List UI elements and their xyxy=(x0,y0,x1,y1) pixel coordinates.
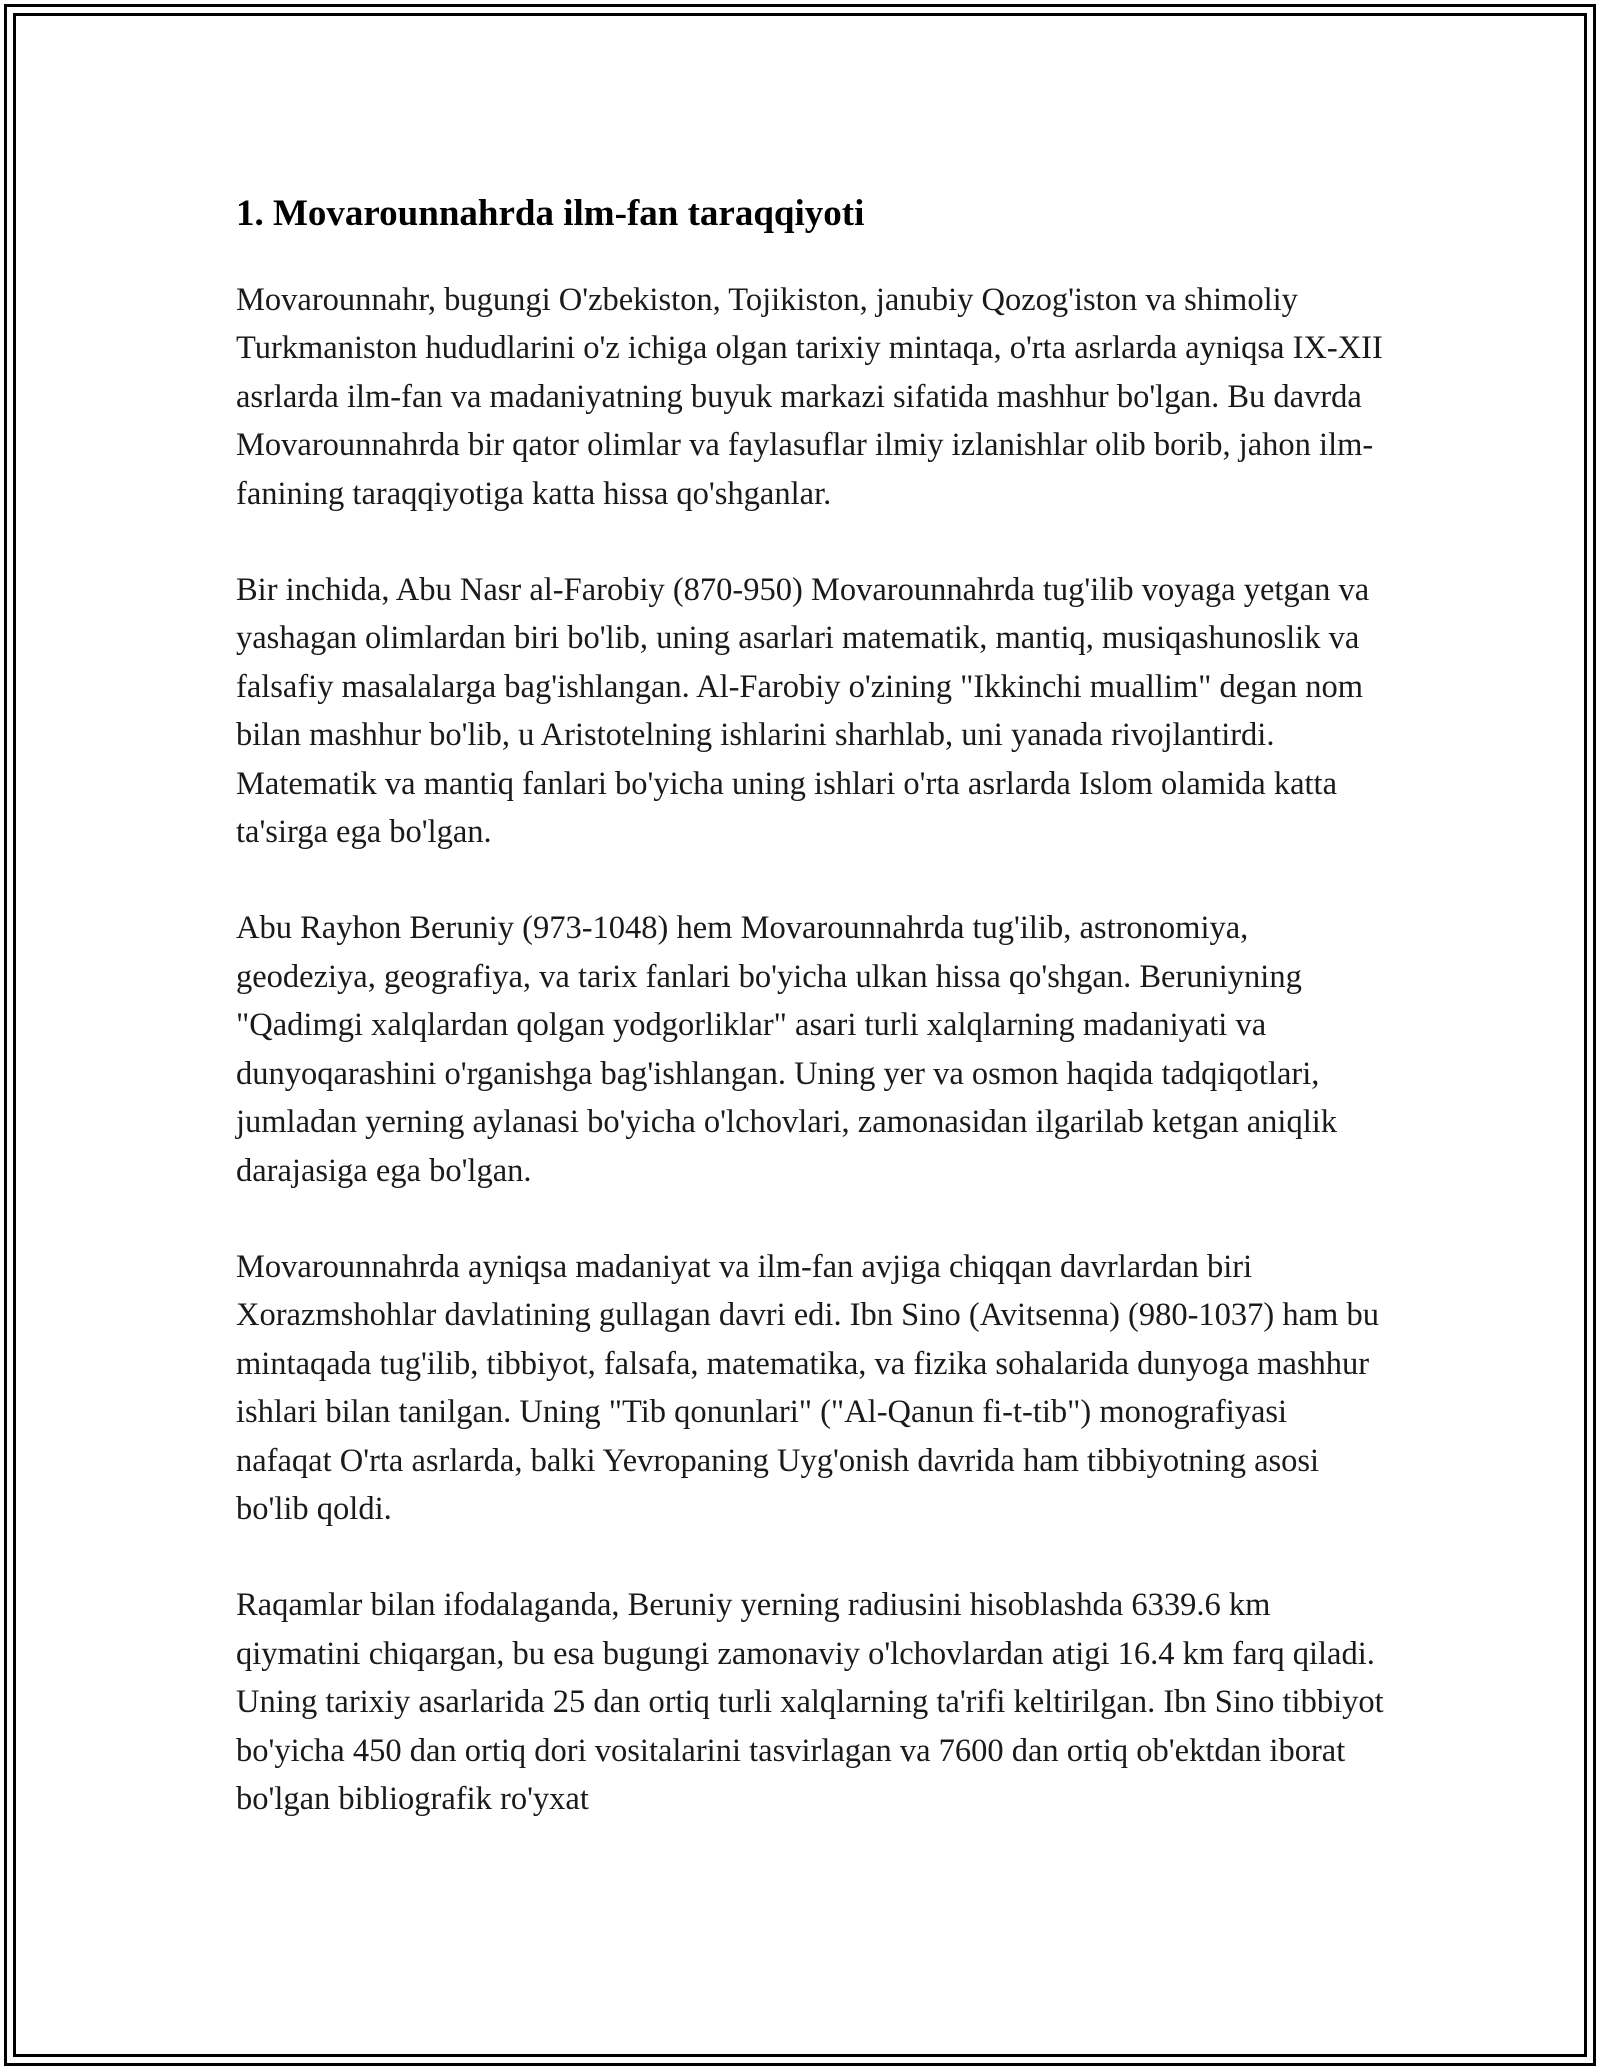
paragraph-farobiy: Bir inchida, Abu Nasr al-Farobiy (870-950) Movarounnahrda tug'ilib voyaga yetgan va yashagan olimlardan biri bo'lib, uning asarlari matematik, mantiq, musiqashunoslik va falsafiy masalalarga bag'ishlangan. Al-Farobiy o'zining "Ikkinchi muallim" degan nom bilan mashhur bo'lib, u Aristotelning ishlarini sharhlab, uni yanada rivojlantirdi. Matematik va mantiq fanlari bo'yicha uning ishlari o'rta asrlarda Islom olamida katta ta'sirga ega bo'lgan. xyxy=(236,572,1370,851)
paragraph-intro: Movarounnahr, bugungi O'zbekiston, Tojikiston, janubiy Qozog'iston va shimoliy Turkmaniston hududlarini o'z ichiga olgan tarixiy mintaqa, o'rta asrlarda ayniqsa IX-XII asrlarda ilm-fan va madaniyatning buyuk markazi sifatida mashhur bo'lgan. Bu davrda Movarounnahrda bir qator olimlar va faylasuflar ilmiy izlanishlar olib borib, jahon ilm-fanining taraqqiyotiga katta hissa qo'shganlar. xyxy=(236,282,1383,512)
paragraph-beruniy: Abu Rayhon Beruniy (973-1048) hem Movarounnahrda tug'ilib, astronomiya, geodeziya, geografiya, va tarix fanlari bo'yicha ulkan hissa qo'shgan. Beruniyning "Qadimgi xalqlardan qolgan yodgorliklar" asari turli xalqlarning madaniyati va dunyoqarashini o'rganishga bag'ishlangan. Uning yer va osmon haqida tadqiqotlari, jumladan yerning aylanasi bo'yicha o'lchovlari, zamonasidan ilgarilab ketgan aniqlik darajasiga ega bo'lgan. xyxy=(236,910,1338,1189)
paragraph-numbers: Raqamlar bilan ifodalaganda, Beruniy yerning radiusini hisoblashda 6339.6 km qiymatini chiqargan, bu esa bugungi zamonaviy o'lchovlardan atigi 16.4 km farq qiladi. Uning tarixiy asarlarida 25 dan ortiq turli xalqlarning ta'rifi keltirilgan. Ibn Sino tibbiyot bo'yicha 450 dan ortiq dori vositalarini tasvirlagan va 7600 dan ortiq ob'ektdan iborat bo'lgan bibliografik ro'yxat xyxy=(236,1587,1384,1817)
section-heading: 1. Movarounnahrda ilm-fan taraqqiyoti xyxy=(236,193,865,234)
paragraph-ibn-sino: Movarounnahrda ayniqsa madaniyat va ilm-fan avjiga chiqqan davrlardan biri Xorazmshohlar davlatining gullagan davri edi. Ibn Sino (Avitsenna) (980-1037) ham bu mintaqada tug'ilib, tibbiyot, falsafa, matematika, va fizika sohalarida dunyoga mashhur ishlari bilan tanilgan. Uning "Tib qonunlari" ("Al-Qanun fi-t-tib") monografiyasi nafaqat O'rta asrlarda, balki Yevropaning Uyg'onish davrida ham tibbiyotning asosi bo'lib qoldi. xyxy=(236,1248,1379,1527)
document-body xyxy=(236,186,1386,1871)
